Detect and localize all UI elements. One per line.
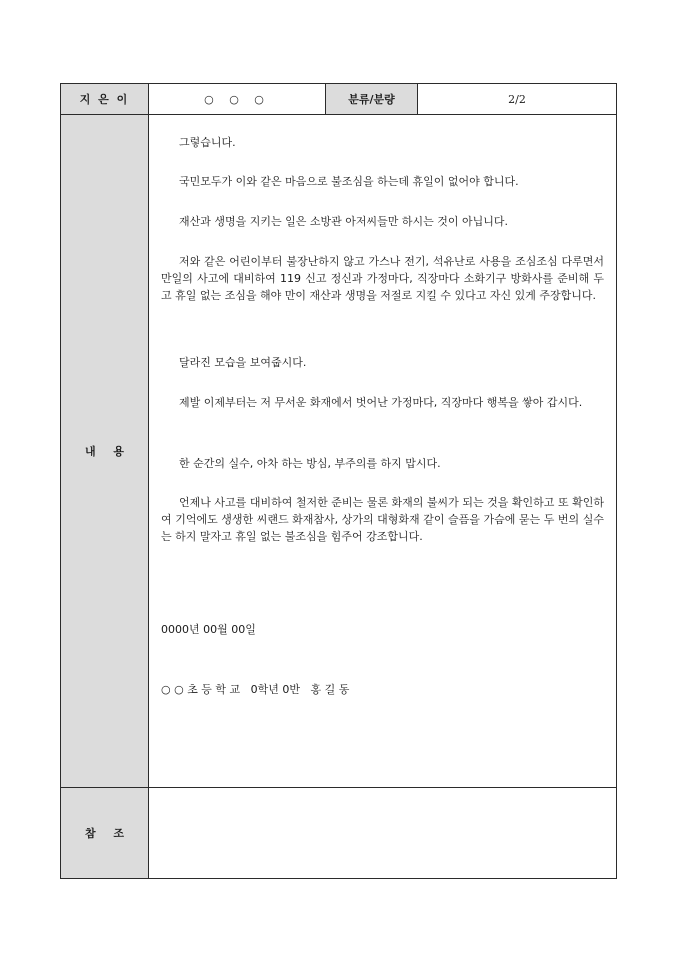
category-value: 2/2 [508,92,526,106]
paragraph: 한 순간의 실수, 아차 하는 방심, 부주의를 하지 맙시다. [179,457,441,470]
paragraph: 재산과 생명을 지키는 일은 소방관 아저씨들만 하시는 것이 아닙니다. [179,215,508,228]
date-line: 0000년 00월 00일 [161,623,256,636]
document-form [60,83,617,879]
author-value: ○ ○ ○ [149,84,326,114]
content-area [149,115,616,787]
reference-area [149,788,616,878]
header-row [61,84,616,115]
content-label: 내 용 [61,115,149,787]
reference-row [61,788,616,878]
author-label: 지 은 이 [61,84,149,114]
paragraph: 달라진 모습을 보여줍시다. [179,356,307,369]
paragraph: 언제나 사고를 대비하여 철저한 준비는 물론 화재의 불씨가 되는 것을 확인하고 또 확인하여 기억에도 생생한 씨랜드 화재참사, 상가의 대형화재 같이 슬픔을 가슴에 묻는 두 번의 실수는 하지 말자고 휴일 없는 불조심을 힘주어 강조합니다. [161,496,604,543]
category-label: 분류/분량 [326,84,418,114]
reference-label: 참 조 [61,788,149,878]
signature-line: ○ ○ 초 등 학 교 0학년 0반 홍 길 동 [161,683,350,696]
paragraph: 저와 같은 어린이부터 불장난하지 않고 가스나 전기, 석유난로 사용을 조심조심 다루면서 만일의 사고에 대비하여 119 신고 정신과 가정마다, 직장마다 소화기구 방화사를 준비해 두고 휴일 없는 조심을 해야 만이 재산과 생명을 저절로 지킬 수 있다고 자신 있게 주장합니다. [161,255,604,302]
content-row [61,115,616,788]
paragraph: 그렇습니다. [179,136,236,149]
paragraph: 제발 이제부터는 저 무서운 화재에서 벗어난 가정마다, 직장마다 행복을 쌓아 갑시다. [179,396,583,409]
paragraph: 국민모두가 이와 같은 마음으로 불조심을 하는데 휴일이 없어야 합니다. [179,175,519,188]
